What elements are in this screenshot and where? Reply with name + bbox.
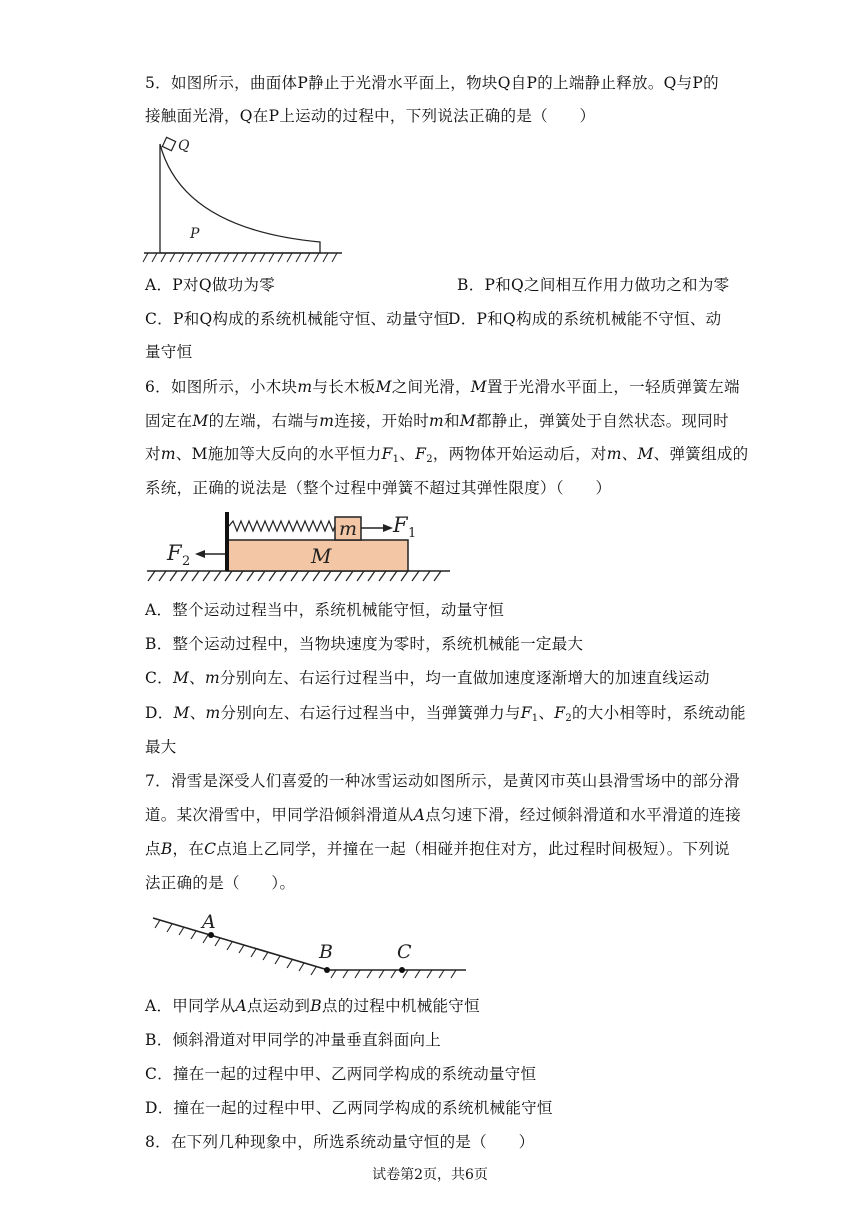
q7-option-a: A．甲同学从A点运动到B点的过程中机械能守恒 xyxy=(145,997,480,1015)
q6-option-d: D．M、m分别向左、右运行过程当中，当弹簧弹力与$F_1$、$F_2$的大小相等时，系统动能 xyxy=(145,704,746,724)
q6-option-c: C．M、m分别向左、右运行过程当中，均一直做加速度逐渐增大的加速直线运动 xyxy=(145,669,710,687)
q5-option-c: C．P和Q构成的系统机械能守恒、动量守恒 xyxy=(145,310,450,328)
q6-option-d-continued: 最大 xyxy=(145,738,177,756)
q7-stem-line-1: 7．滑雪是深受人们喜爱的一种冰雪运动如图所示，是黄冈市英山县滑雪场中的部分滑 xyxy=(145,772,740,790)
q7-stem-line-3: 点B，在C点追上乙同学，并撞在一起（相碰并抱住对方，此过程时间极短）。下列说 xyxy=(145,840,730,858)
q6-stem-line-4: 系统，正确的说法是（整个过程中弹簧不超过其弹性限度）（ ） xyxy=(145,479,612,497)
q7-option-c: C．撞在一起的过程中甲、乙两同学构成的系统动量守恒 xyxy=(145,1065,537,1083)
q6-option-a: A．整个运动过程当中，系统机械能守恒，动量守恒 xyxy=(145,601,505,619)
q7-stem-line-2: 道。某次滑雪中，甲同学沿倾斜滑道从A点匀速下滑，经过倾斜滑道和水平滑道的连接 xyxy=(145,806,742,824)
q7-option-b: B．倾斜滑道对甲同学的冲量垂直斜面向上 xyxy=(145,1031,442,1049)
q5-option-a: A．P对Q做功为零 xyxy=(145,276,276,294)
q6-stem-line-1: 6．如图所示，小木块m与长木板M之间光滑，M置于光滑水平面上，一轻质弹簧左端 xyxy=(145,378,740,396)
q6-option-b: B．整个运动过程中，当物块速度为零时，系统机械能一定最大 xyxy=(145,635,584,653)
q6-label-f1: F xyxy=(393,513,408,537)
q7-label-c: C xyxy=(397,941,412,963)
q6-label-m: m xyxy=(339,518,358,540)
q6-label-f1-sub: 1 xyxy=(408,526,417,541)
q7-option-d: D．撞在一起的过程中甲、乙两同学构成的系统机械能守恒 xyxy=(145,1099,553,1117)
q7-label-b: B xyxy=(319,941,333,963)
q5-label-q: Q xyxy=(178,138,190,154)
q7-stem-line-4: 法正确的是（ ）。 xyxy=(145,874,296,892)
q6-stem-line-3: 对m、M施加等大反向的水平恒力$F_1$、$F_2$，两物体开始运动后，对m、M、弹簧组成的 xyxy=(145,445,749,465)
q6-label-big-m: M xyxy=(311,544,332,568)
q7-label-a: A xyxy=(202,911,216,933)
q5-option-d-continued: 量守恒 xyxy=(145,343,193,361)
q5-stem-line-2: 接触面光滑，Q在P上运动的过程中，下列说法正确的是（ ） xyxy=(145,107,596,125)
q7-figure-ski-slope xyxy=(150,904,472,986)
q5-label-p: P xyxy=(190,226,200,242)
q5-option-b: B．P和Q之间相互作用力做功之和为零 xyxy=(457,276,730,294)
q5-stem-line-1: 5．如图所示，曲面体P静止于光滑水平面上，物块Q自P的上端静止释放。Q与P的 xyxy=(145,74,719,92)
q6-label-f2-sub: 2 xyxy=(182,554,191,569)
q6-figure-spring-blocks xyxy=(145,508,457,588)
q5-option-d: D．P和Q构成的系统机械能不守恒、动 xyxy=(448,310,722,328)
q6-stem-line-2: 固定在M的左端，右端与m连接，开始时m和M都静止，弹簧处于自然状态。现同时 xyxy=(145,412,729,430)
page-footer: 试卷第2页，共6页 xyxy=(372,1167,488,1183)
q6-label-f2: F xyxy=(167,541,182,565)
q5-figure-curved-body xyxy=(142,134,347,266)
q8-stem-line-1: 8．在下列几种现象中，所选系统动量守恒的是（ ） xyxy=(145,1133,535,1151)
